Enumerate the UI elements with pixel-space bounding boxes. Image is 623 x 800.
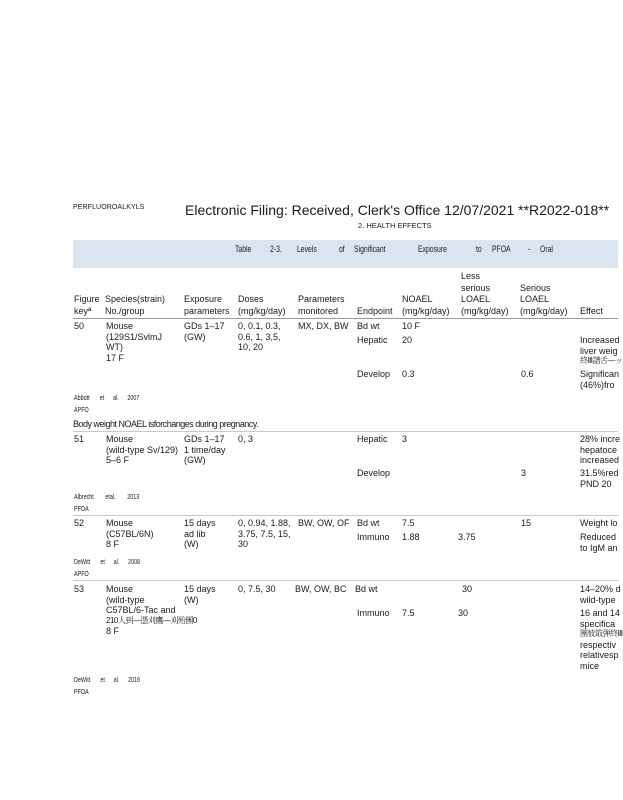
doses-line: 3.75, 7.5, 15,: [238, 528, 291, 539]
header-less-line: serious: [461, 282, 491, 293]
less-serious-loael: 30: [458, 608, 469, 618]
species-line: Mouse: [106, 584, 134, 594]
citation-word: DeWitt: [74, 557, 91, 566]
species-line: Mouse: [106, 321, 134, 331]
citation-word: al.: [112, 393, 119, 402]
row-rule: [73, 431, 618, 432]
less-serious-loael: 3.75: [458, 532, 476, 542]
effect-line: wild-type: [580, 594, 616, 605]
header-endpoint: Endpoint: [357, 305, 393, 316]
header-doses-line: Doses: [238, 294, 264, 304]
doses-line: 30: [238, 539, 249, 549]
row-key: 52: [74, 518, 85, 528]
effect-line: respectiv: [580, 639, 617, 650]
endpoint: Immuno: [357, 608, 390, 618]
running-head: PERFLUOROALKYLS: [73, 204, 145, 211]
header-serious-line: (mg/kg/day): [520, 305, 568, 316]
species-line: 8 F: [106, 539, 120, 549]
species-line: 8 F: [106, 626, 120, 636]
header-effect: Effect: [580, 305, 603, 316]
citation: [74, 675, 140, 684]
table-title-word: to: [476, 244, 482, 255]
header-exposure-line: Exposure: [184, 294, 223, 304]
species-line: (wild-type: [106, 594, 145, 605]
effect-line: (46%)fro: [580, 379, 615, 390]
params: BW, OW, BC: [295, 584, 347, 594]
citation-word: et: [100, 557, 105, 566]
effect-line: PND 20: [580, 478, 612, 489]
citation-compound: APFO: [74, 569, 89, 578]
header-serious-line: LOAEL: [520, 294, 550, 304]
effect-line: Weight lo: [580, 518, 618, 528]
effect-line: Reduced: [580, 532, 617, 542]
params: BW, OW, OF: [298, 518, 350, 528]
exposure-line: (GW): [184, 455, 206, 465]
effect-line: Increased: [580, 335, 620, 345]
doses-line: 0, 7.5, 30: [238, 584, 276, 594]
row-rule: [73, 580, 618, 581]
header-exposure-line: parameters: [184, 305, 230, 316]
header-serious-line: Serious: [520, 282, 551, 293]
noael: 3: [402, 434, 408, 444]
effect-line: relativesp: [580, 650, 619, 660]
serious-loael: 15: [521, 518, 532, 528]
effect-line: specifica: [580, 618, 616, 629]
header-species-line: Species(strain): [105, 294, 166, 304]
header-noael-line: NOAEL: [402, 294, 433, 304]
species-line: C57BL/6-Tac and: [106, 605, 176, 615]
species-line: (129S1/SvlmJ: [106, 331, 163, 342]
effect-line: increased: [580, 455, 620, 465]
footnote: Body weight NOAEL isforchanges during pregnancy.: [73, 419, 259, 429]
species-line: (wild-type Sv/129): [106, 444, 179, 455]
row-key: 51: [74, 434, 85, 444]
noael: 7.5: [402, 518, 415, 528]
endpoint: Bd wt: [357, 321, 380, 331]
citation-compound: PFOA: [74, 687, 89, 696]
row-key: 53: [74, 584, 85, 594]
exposure-line: GDs 1–17: [184, 434, 225, 444]
species-line: (C57BL/6N): [106, 528, 154, 539]
table-title-word: Levels: [297, 244, 317, 255]
header-key-line: Figure: [74, 294, 100, 304]
header-less-line: (mg/kg/day): [461, 305, 509, 316]
noael: 7.5: [402, 608, 415, 618]
serious-loael: 0.6: [521, 369, 534, 379]
citation-word: DeWitt: [74, 675, 91, 684]
header-key-line: keyª: [74, 305, 92, 316]
row-key: 50: [74, 321, 85, 331]
species-line: 210人到—憑刈鷹—刈殆團0: [106, 615, 197, 625]
effect-line: 14–20% d: [580, 584, 621, 594]
species-line: Mouse: [106, 434, 134, 444]
header-rule: [73, 318, 618, 319]
table-title-band: [73, 240, 618, 268]
citation: [74, 393, 139, 402]
endpoint: Hepatic: [357, 434, 388, 444]
endpoint: Hepatic: [357, 335, 388, 345]
header-params-line: monitored: [298, 305, 339, 316]
citation-word: Albrecht: [74, 492, 94, 501]
citation-word: 2013: [127, 492, 140, 501]
row-rule: [73, 515, 618, 516]
header-species-line: No./group: [105, 305, 145, 316]
doses-line: 0, 3: [238, 434, 254, 444]
table-title-word: PFOA: [492, 244, 511, 255]
exposure-line: (GW): [184, 331, 206, 342]
table-title-word: Exposure: [418, 244, 447, 255]
citation-word: 2007: [127, 393, 140, 402]
species-line: WT): [106, 342, 123, 352]
exposure-line: (W): [184, 539, 199, 549]
endpoint: Develop: [357, 468, 391, 478]
citation-word: 2016: [127, 675, 140, 684]
citation-word: etal.: [105, 492, 116, 501]
table-title-word: Oral: [540, 244, 553, 255]
doses-line: 0.6, 1, 3,5,: [238, 331, 281, 342]
effect-line: 31.5%red: [580, 468, 619, 478]
effect-line: 終Ⅲ譜⾆—ッ: [580, 356, 623, 365]
noael: 20: [402, 335, 413, 345]
table-title-word: 2-3.: [270, 244, 282, 255]
citation: [74, 557, 140, 566]
header-doses-line: (mg/kg/day): [238, 305, 286, 316]
citation-compound: APFO: [74, 405, 89, 414]
header-less-line: LOAEL: [461, 294, 491, 304]
endpoint: Bd wt: [355, 584, 378, 594]
species-line: 5–6 F: [106, 455, 130, 465]
header-noael-line: (mg/kg/day): [402, 305, 450, 316]
citation-word: al.: [113, 675, 120, 684]
citation-word: et: [100, 675, 105, 684]
table-title-word: -: [528, 244, 531, 255]
endpoint: Develop: [357, 369, 391, 379]
params: MX, DX, BW: [298, 321, 349, 331]
noael: 1.88: [402, 532, 420, 542]
header-params-line: Parameters: [298, 294, 345, 304]
citation-word: et: [99, 393, 105, 402]
filing-stamp: Electronic Filing: Received, Clerk's Office 12/07/2021 **R2022-018**: [185, 202, 610, 218]
citation-compound: PFOA: [74, 504, 89, 513]
header-less-line: Less: [461, 271, 481, 281]
exposure-line: (W): [184, 594, 199, 605]
effect-line: 28% incre: [580, 434, 621, 444]
exposure-line: ad lib: [184, 528, 206, 539]
citation-word: Abbott: [74, 393, 90, 402]
species-line: Mouse: [106, 518, 134, 528]
endpoint: Bd wt: [357, 518, 380, 528]
table-title-word: of: [339, 244, 345, 255]
less-serious-loael: 30: [462, 584, 473, 594]
citation: [74, 492, 139, 501]
effect-line: 團彼箃弾終Ⅲ: [580, 629, 623, 638]
effect-line: hepatoce: [580, 444, 618, 455]
exposure-line: 15 days: [184, 584, 216, 594]
effect-line: Significan: [580, 369, 620, 379]
effect-line: liver weig: [580, 345, 618, 356]
species-line: 17 F: [106, 352, 125, 363]
citation-word: al.: [113, 557, 120, 566]
exposure-line: 1 time/day: [184, 444, 226, 455]
doses-line: 10, 20: [238, 342, 264, 352]
citation-word: 2008: [127, 557, 140, 566]
table-title-word: Significant: [354, 244, 386, 255]
table-title-word: Table: [235, 244, 252, 255]
effect-line: mice: [580, 660, 600, 671]
serious-loael: 3: [521, 468, 527, 478]
noael: 10 F: [402, 321, 421, 331]
section-heading: 2. HEALTH EFFECTS: [358, 221, 432, 230]
endpoint: Immuno: [357, 532, 390, 542]
effect-line: to IgM an: [580, 542, 618, 553]
doses-line: 0, 0.1, 0.3,: [238, 321, 281, 331]
exposure-line: 15 days: [184, 518, 216, 528]
doses-line: 0, 0.94, 1.88,: [238, 518, 291, 528]
effect-line: 16 and 14: [580, 608, 621, 618]
exposure-line: GDs 1–17: [184, 321, 225, 331]
noael: 0.3: [402, 369, 415, 379]
